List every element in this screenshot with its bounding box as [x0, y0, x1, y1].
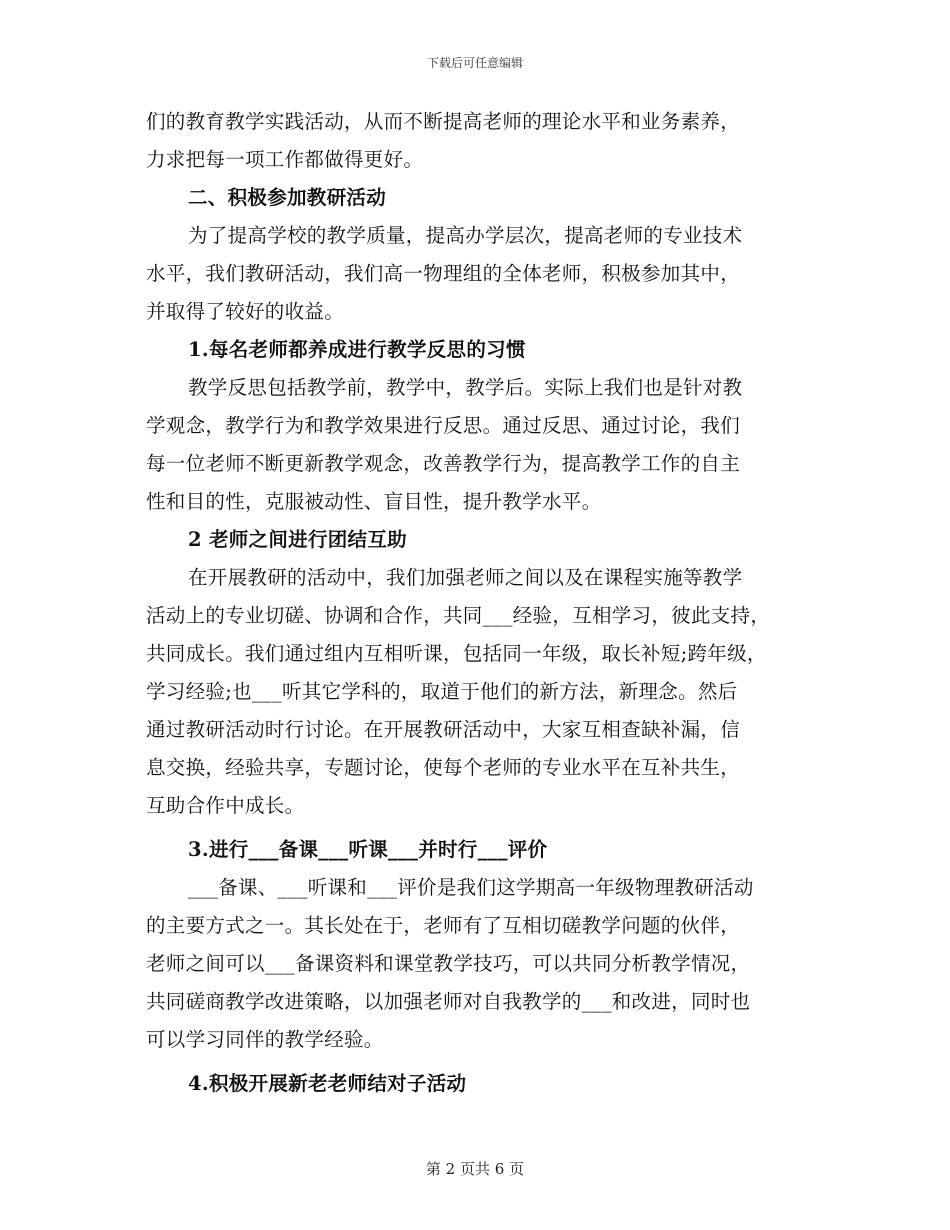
paragraph-line: 共同磋商教学改进策略，以加强老师对自我教学的___和改进，同时也: [146, 990, 751, 1013]
subsection-heading: 3.进行___备课___听课___并时行___评价: [188, 838, 548, 861]
paragraph-line: ___备课、___听课和___评价是我们这学期高一年级物理教研活动: [188, 876, 754, 899]
subsection-heading: 1.每名老师都养成进行教学反思的习惯: [188, 338, 526, 361]
paragraph-line: 力求把每一项工作都做得更好。: [146, 148, 424, 171]
paragraph-line: 共同成长。我们通过组内互相听课，包括同一年级，取长补短;跨年级，: [146, 642, 767, 665]
paragraph-line: 活动上的专业切磋、协调和合作，共同___经验，互相学习，彼此支持，: [146, 604, 771, 627]
paragraph-line: 互助合作中成长。: [146, 794, 305, 817]
subsection-heading: 2 老师之间进行团结互助: [188, 528, 407, 551]
paragraph-line: 教学反思包括教学前，教学中，教学后。实际上我们也是针对教: [188, 376, 743, 399]
paragraph-line: 每一位老师不断更新教学观念，改善教学行为，提高教学工作的自主: [146, 452, 741, 475]
paragraph-line: 通过教研活动时行讨论。在开展教研活动中，大家互相查缺补漏，信: [146, 718, 741, 741]
paragraph-line: 在开展教研的活动中，我们加强老师之间以及在课程实施等教学: [188, 566, 743, 589]
paragraph-line: 水平，我们教研活动，我们高一物理组的全体老师，积极参加其中，: [146, 262, 741, 285]
subsection-heading: 4.积极开展新老老师结对子活动: [188, 1072, 467, 1095]
paragraph-line: 学习经验;也___听其它学科的，取道于他们的新方法，新理念。然后: [146, 680, 738, 703]
paragraph-line: 们的教育教学实践活动，从而不断提高老师的理论水平和业务素养，: [146, 110, 741, 133]
paragraph-line: 息交换，经验共享，专题讨论，使每个老师的专业水平在互补共生，: [146, 756, 741, 779]
paragraph-line: 学观念，教学行为和教学效果进行反思。通过反思、通过讨论，我们: [146, 414, 741, 437]
paragraph-line: 可以学习同伴的教学经验。: [146, 1028, 384, 1051]
paragraph-line: 的主要方式之一。其长处在于，老师有了互相切磋教学问题的伙伴，: [146, 914, 741, 937]
paragraph-line: 为了提高学校的教学质量，提高办学层次，提高老师的专业技术: [188, 224, 743, 247]
paragraph-line: 老师之间可以___备课资料和课堂教学技巧，可以共同分析教学情况，: [146, 952, 751, 975]
paragraph-line: 并取得了较好的收益。: [146, 300, 345, 323]
page-header: 下载后可任意编辑: [426, 56, 523, 70]
paragraph-line: 性和目的性，克服被动性、盲目性，提升教学水平。: [146, 490, 602, 513]
page-footer: 第 2 页共 6 页: [425, 1160, 525, 1178]
document-body: [146, 103, 806, 1103]
section-heading: 二、积极参加教研活动: [188, 186, 387, 209]
